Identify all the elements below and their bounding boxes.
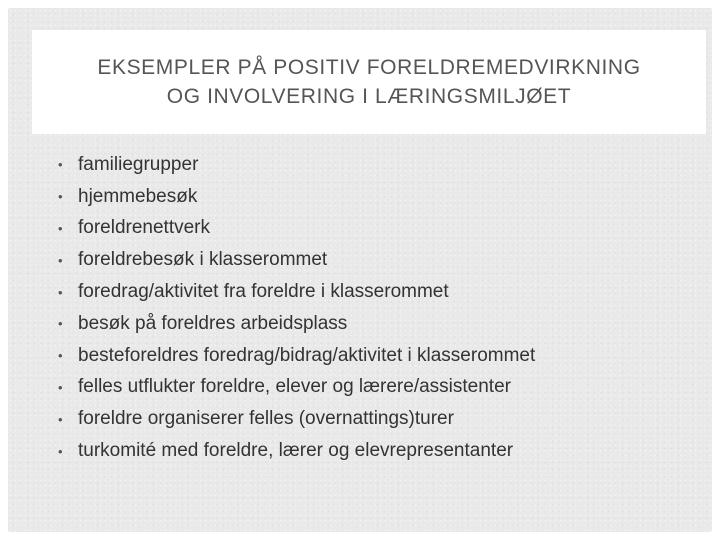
list-item xyxy=(58,181,535,213)
bullet-text: foreldre organiserer felles (overnattings)turer xyxy=(78,408,454,430)
list-item xyxy=(58,149,535,181)
slide-title-line-2: OG INVOLVERING I LÆRINGSMILJØET xyxy=(166,85,572,108)
content-panel xyxy=(8,8,712,532)
list-item xyxy=(58,244,535,276)
list-item xyxy=(58,340,535,372)
list-item xyxy=(58,276,535,308)
slide-title-line-1: EKSEMPLER PÅ POSITIV FORELDREMEDVIRKNING xyxy=(97,56,641,79)
bullet-list xyxy=(58,149,535,467)
bullet-text: foredrag/aktivitet fra foreldre i klasserommet xyxy=(78,281,449,303)
bullet-icon: • xyxy=(58,316,63,332)
bullet-text: besteforeldres foredrag/bidrag/aktivitet i klasserommet xyxy=(78,344,536,366)
list-item xyxy=(58,308,535,340)
list-item xyxy=(58,213,535,245)
bullet-icon: • xyxy=(58,252,63,268)
bullet-icon: • xyxy=(58,284,63,300)
bullet-icon: • xyxy=(58,379,63,395)
bullet-icon: • xyxy=(58,189,63,205)
bullet-text: felles utflukter foreldre, elever og lærere/assistenter xyxy=(78,376,511,398)
bullet-text: foreldrebesøk i klasserommet xyxy=(78,249,328,271)
bullet-icon: • xyxy=(58,220,63,236)
bullet-icon: • xyxy=(58,443,63,459)
bullet-icon: • xyxy=(58,157,63,173)
bullet-text: familiegrupper xyxy=(78,153,199,175)
bullet-icon: • xyxy=(58,411,63,427)
bullet-text: hjemmebesøk xyxy=(78,185,198,207)
title-box xyxy=(32,30,706,134)
list-item xyxy=(58,403,535,435)
bullet-text: foreldrenettverk xyxy=(78,217,211,239)
list-item xyxy=(58,372,535,404)
bullet-icon: • xyxy=(58,348,63,364)
list-item xyxy=(58,435,535,467)
bullet-text: besøk på foreldres arbeidsplass xyxy=(78,312,348,334)
bullet-text: turkomité med foreldre, lærer og elevrepresentanter xyxy=(78,440,514,462)
